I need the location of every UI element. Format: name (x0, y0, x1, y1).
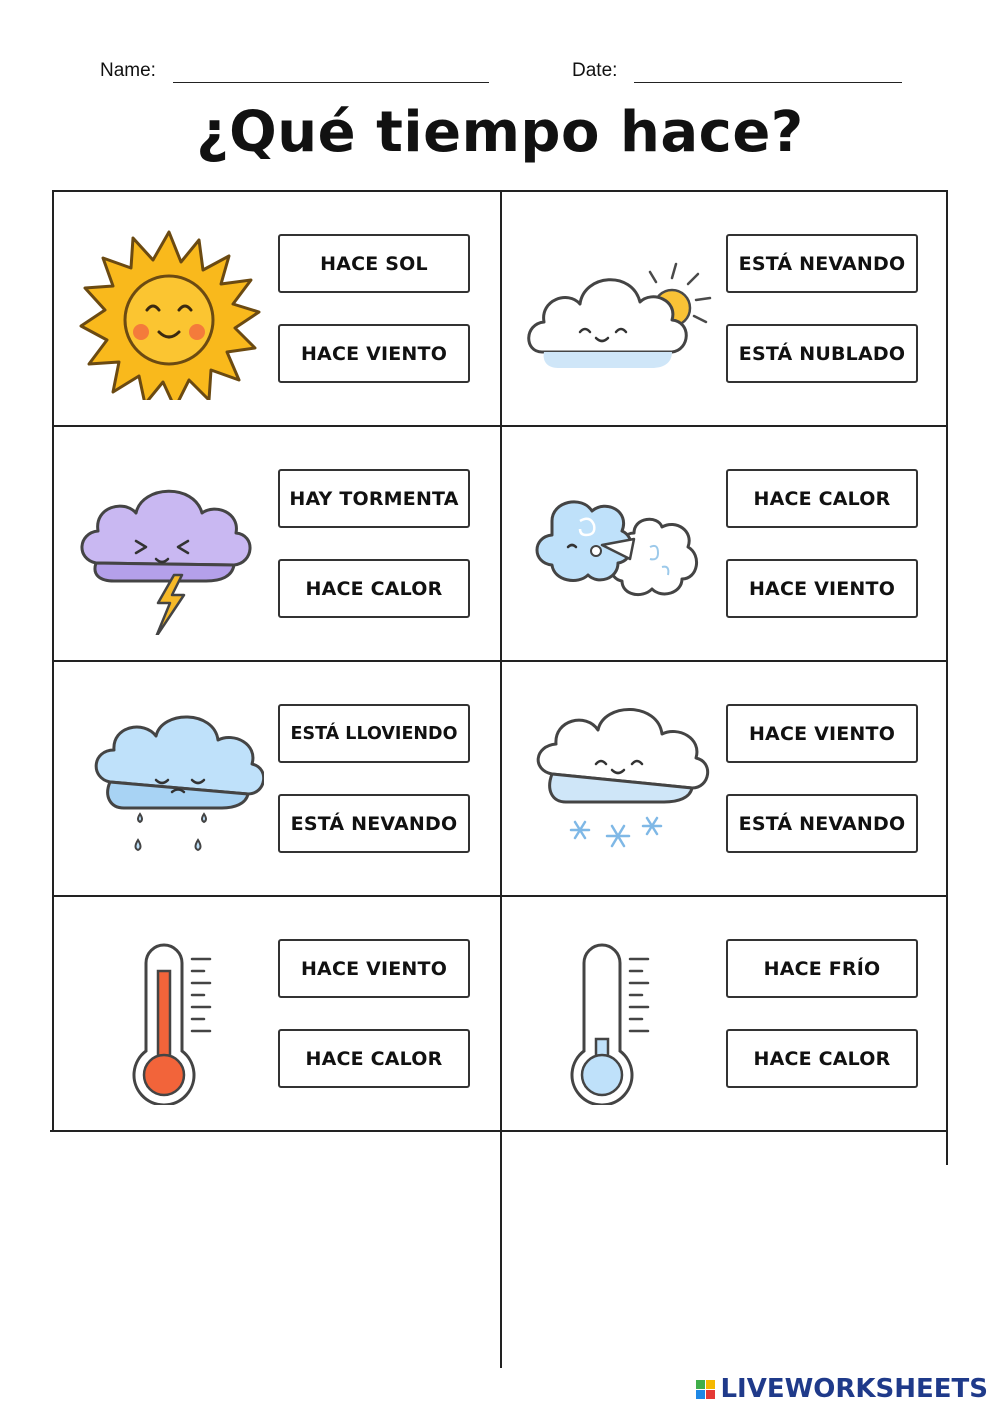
answer-option[interactable]: HACE FRÍO (726, 939, 918, 998)
answer-option[interactable]: ESTÁ LLOVIENDO (278, 704, 470, 763)
wind-cloud-icon (522, 455, 712, 635)
cloud-sun-icon (522, 220, 712, 400)
weather-card (54, 897, 500, 1131)
name-label: Name: (100, 60, 156, 81)
answer-option[interactable]: HACE VIENTO (278, 939, 470, 998)
answer-option[interactable]: HACE CALOR (726, 469, 918, 528)
weather-card (502, 897, 948, 1131)
answer-option[interactable]: HACE CALOR (726, 1029, 918, 1088)
page-title: ¿Qué tiempo hace? (196, 100, 804, 165)
name-field[interactable] (173, 82, 489, 83)
answer-option[interactable]: HACE VIENTO (726, 704, 918, 763)
answer-option[interactable]: ESTÁ NEVANDO (726, 794, 918, 853)
answer-option[interactable]: HACE SOL (278, 234, 470, 293)
date-label: Date: (572, 60, 618, 81)
answer-option[interactable]: ESTÁ NEVANDO (726, 234, 918, 293)
answer-option[interactable]: ESTÁ NEVANDO (278, 794, 470, 853)
date-field[interactable] (634, 82, 902, 83)
liveworksheets-logo (696, 1374, 988, 1404)
answer-option[interactable]: HAY TORMENTA (278, 469, 470, 528)
weather-card (54, 192, 500, 426)
rain-cloud-icon (74, 690, 264, 870)
weather-card (502, 662, 948, 896)
answer-option[interactable]: ESTÁ NUBLADO (726, 324, 918, 383)
cold-thermometer-icon (522, 925, 712, 1105)
weather-card (54, 662, 500, 896)
weather-card (502, 427, 948, 661)
answer-option[interactable]: HACE VIENTO (278, 324, 470, 383)
weather-card (54, 427, 500, 661)
weather-card (502, 192, 948, 426)
answer-option[interactable]: HACE CALOR (278, 1029, 470, 1088)
liveworksheets-mark-icon (696, 1376, 716, 1402)
answer-option[interactable]: HACE VIENTO (726, 559, 918, 618)
snow-cloud-icon (522, 690, 712, 870)
hot-thermometer-icon (74, 925, 264, 1105)
logo-text: LIVEWORKSHEETS (720, 1374, 988, 1404)
storm-cloud-icon (74, 455, 264, 635)
sun-icon (74, 220, 264, 400)
answer-option[interactable]: HACE CALOR (278, 559, 470, 618)
